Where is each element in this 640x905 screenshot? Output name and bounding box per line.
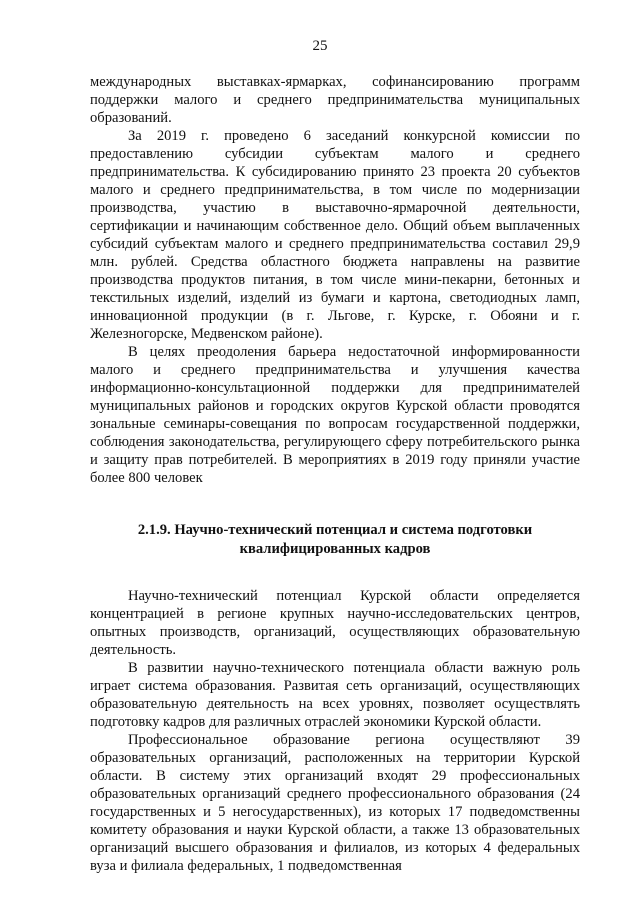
section-heading-line-2: квалифицированных кадров [239,540,431,557]
paragraph-scientific-potential: Научно-технический потенциал Курской области определяется концентрацией в регионе крупных научно-исследовательских центров, опытных производств, организаций, осуществляющих образовательную деятельность. [90,588,580,658]
paragraph-seminars: В целях преодоления барьера недостаточной информированности малого и среднего предпринимательства и улучшения качества информационно-консультационной поддержки для предпринимателей муниципальных районов и городских округов Курской области проводятся зональные семинары-совещания по вопросам государственной поддержки, соблюдения законодательства, регулирующего сферу потребительского рынка и защиту прав потребителей. В мероприятиях в 2019 году приняли участие более 800 человек [90,344,580,486]
section-heading [90,521,580,558]
page-number: 25 [312,38,328,54]
paragraph-professional-education: Профессиональное образование региона осуществляют 39 образовательных организаций, расположенных на территории Курской области. В систему этих организаций входят 29 профессиональных образовательных организаций среднего профессионального образования (24 государственных и 5 негосударственных), из которых 17 подведомственны комитету образования и науки Курской области, а также 13 образовательных организаций высшего образования и филиалов, из которых 4 федеральных вуза и филиала федеральных, 1 подведомственная [90,732,580,874]
section-heading-line-1: 2.1.9. Научно-технический потенциал и система подготовки [137,522,533,538]
document-body [90,73,580,875]
paragraph-subsidies: За 2019 г. проведено 6 заседаний конкурсной комиссии по предоставлению субсидии субъектам малого и среднего предпринимательства. К субсидированию принято 23 проекта 20 субъектов малого и среднего предпринимательства, в том числе по модернизации производства, участию в выставочно-ярмарочной деятельности, сертификации и начинающим собственное дело. Общий объем выплаченных субсидий субъектам малого и среднего предпринимательства составил 29,9 млн. рублей. Средства областного бюджета направлены на развитие производства продуктов питания, в том числе мини-пекарни, бетонных и текстильных изделий, изделий из бумаги и картона, светодиодных ламп, инновационной продукции (в г. Льгове, г. Курске, г. Обояни и г. Железногорске, Медвенском районе). [90,128,580,342]
paragraph-education-system: В развитии научно-технического потенциала области важную роль играет система образования. Развитая сеть организаций, осуществляющих образовательную деятельность на всех уровнях, позволяет осуществлять подготовку кадров для различных отраслей экономики Курской области. [90,660,580,730]
paragraph-continuation: международных выставках-ярмарках, софинансированию программ поддержки малого и среднего предпринимательства муниципальных образований. [90,74,580,126]
